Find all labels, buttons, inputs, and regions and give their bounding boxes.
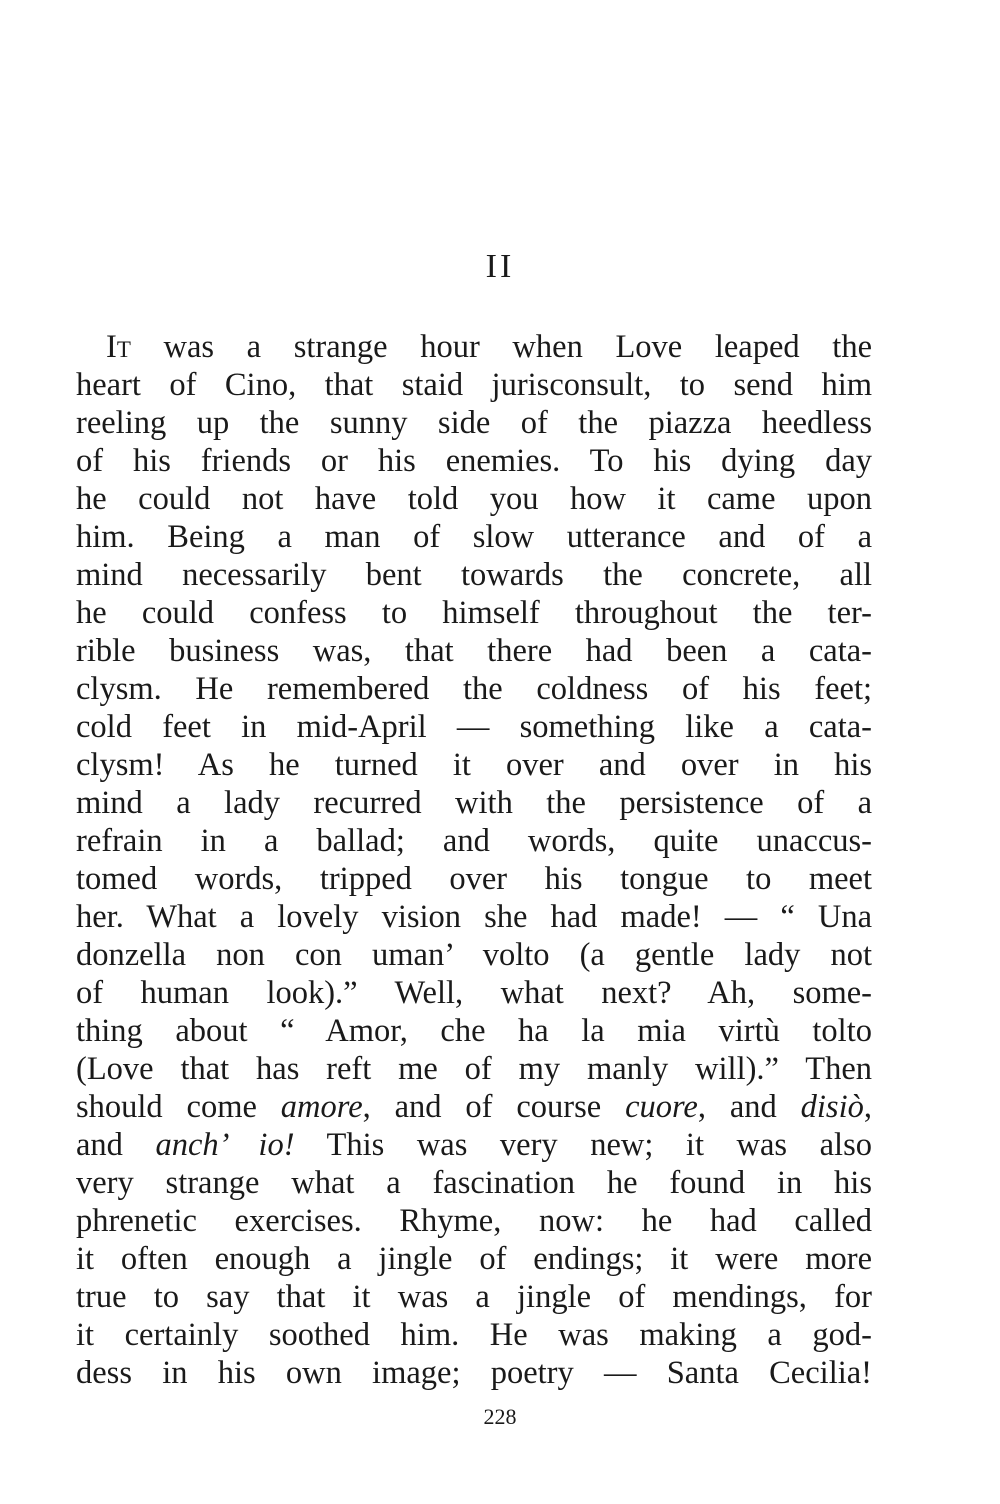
text-line: dess in his own image; poetry — Santa Cecilia! (76, 1355, 872, 1391)
text-line: of his friends or his enemies. To his dying day (76, 443, 872, 479)
chapter-heading: II (485, 248, 515, 285)
text-line: cold feet in mid-April — something like a cata- (76, 709, 872, 745)
text-segment: , and of course (362, 1089, 626, 1125)
text-line: heart of Cino, that staid jurisconsult, to send him (76, 367, 872, 403)
text-segment: , (863, 1089, 872, 1125)
italic-word: amore (280, 1089, 363, 1125)
text-line: tomed words, tripped over his tongue to meet (76, 861, 872, 897)
text-line: (Love that has reft me of my manly will).” Then (76, 1051, 872, 1087)
text-line (76, 328, 872, 366)
text-segment: and (76, 1127, 156, 1163)
text-line: him. Being a man of slow utterance and of a (76, 519, 872, 555)
text-line: he could not have told you how it came upon (76, 481, 872, 517)
text-line: mind necessarily bent towards the concrete, all (76, 557, 872, 593)
text-line: it certainly soothed him. He was making a god- (76, 1317, 872, 1353)
text-segment: should come (76, 1089, 281, 1125)
page-number: 228 (483, 1404, 517, 1429)
text-line: true to say that it was a jingle of mendings, for (76, 1279, 872, 1315)
text-line: donzella non con uman’ volto (a gentle lady not (76, 937, 872, 973)
text-segment: This was very new; it was also (294, 1127, 872, 1163)
drop-cap: It (106, 329, 131, 365)
italic-word: anch’ io! (155, 1127, 295, 1163)
text-line: refrain in a ballad; and words, quite unaccus- (76, 823, 872, 859)
text-line: rible business was, that there had been a cata- (76, 633, 872, 669)
text-line: mind a lady recurred with the persistence of a (76, 785, 872, 821)
text-line: of human look).” Well, what next? Ah, some- (76, 975, 872, 1011)
text-line: it often enough a jingle of endings; it were more (76, 1241, 872, 1277)
italic-word: cuore (625, 1089, 698, 1125)
text-line: phrenetic exercises. Rhyme, now: he had called (76, 1203, 872, 1239)
text-line: very strange what a fascination he found in his (76, 1165, 872, 1201)
text-line (76, 1126, 872, 1164)
body-text (76, 328, 872, 1392)
text-line-content: was a strange hour when Love leaped the (130, 329, 872, 365)
text-line (76, 1088, 872, 1126)
text-line: reeling up the sunny side of the piazza heedless (76, 405, 872, 441)
text-line: clysm! As he turned it over and over in his (76, 747, 872, 783)
text-line: thing about “ Amor, che ha la mia virtù tolto (76, 1013, 872, 1049)
italic-word: disiò (800, 1089, 864, 1125)
text-segment: , and (697, 1089, 801, 1125)
text-line: clysm. He remembered the coldness of his feet; (76, 671, 872, 707)
text-line: he could confess to himself throughout the ter- (76, 595, 872, 631)
text-line: her. What a lovely vision she had made! — “ Una (76, 899, 872, 935)
